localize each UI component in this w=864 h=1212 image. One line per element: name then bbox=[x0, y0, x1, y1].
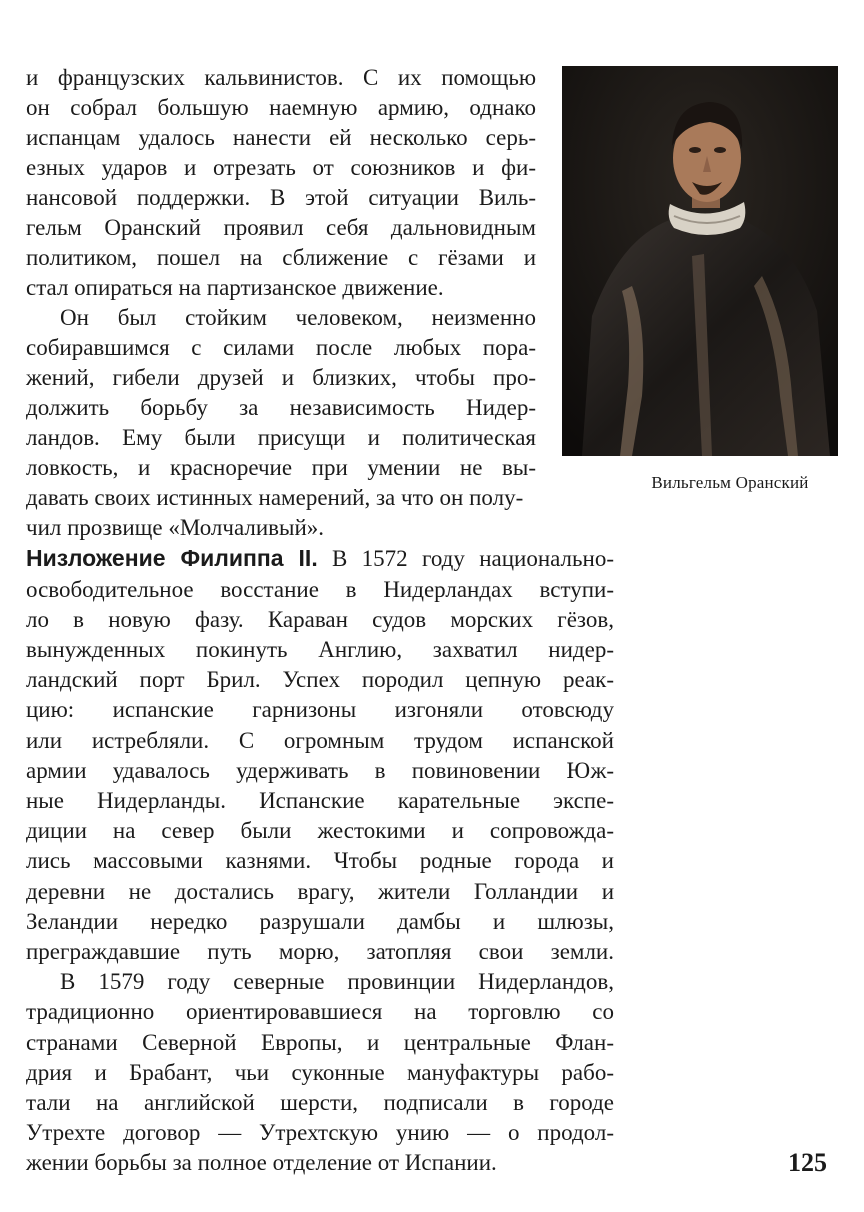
text-line: чил прозвище «Молчаливый». bbox=[26, 515, 325, 541]
text-line: В 1579 году северные провинции Нидерландов, bbox=[60, 969, 614, 995]
portrait-painting bbox=[562, 66, 838, 456]
text-line: гельм Оранский проявил себя дальновидным bbox=[26, 215, 536, 240]
text-line: езных ударов и отрезать от союзников и фи- bbox=[26, 155, 536, 180]
text-line: ло в новую фазу. Караван судов морских гёзов, bbox=[26, 606, 614, 632]
text-line: странами Северной Европы, и центральные Флан- bbox=[26, 1029, 614, 1055]
text-line: дрия и Брабант, чьи суконные мануфактуры рабо- bbox=[26, 1059, 614, 1085]
text-line: вынужденных покинуть Англию, захватил нидер- bbox=[26, 637, 614, 663]
text-line: нансовой поддержки. В этой ситуации Виль- bbox=[26, 185, 536, 210]
text-line: Он был стойким человеком, неизменно bbox=[60, 305, 536, 330]
text-line: армии удавалось удерживать в повиновении Юж- bbox=[26, 757, 614, 783]
text-line: ландов. Ему были присущи и политическая bbox=[26, 425, 536, 450]
text-line: ландский порт Брил. Успех породил цепную реак- bbox=[26, 667, 614, 693]
text-line: диции на север были жестокими и сопровожда- bbox=[26, 818, 614, 844]
text-column-main bbox=[26, 483, 614, 1179]
text-column-top bbox=[26, 63, 536, 483]
text-line: тали на английской шерсти, подписали в городе bbox=[26, 1090, 614, 1116]
text-line: деревни не достались врагу, жители Голландии и bbox=[26, 878, 614, 904]
text-line: жений, гибели друзей и близких, чтобы про- bbox=[26, 365, 536, 390]
text-line: или истребляли. С огромным трудом испанской bbox=[26, 727, 614, 753]
section-heading-line bbox=[26, 543, 614, 574]
text-line: Зеландии нередко разрушали дамбы и шлюзы, bbox=[26, 908, 614, 934]
text-line: политиком, пошел на сближение с гёзами и bbox=[26, 245, 536, 270]
text-line: преграждавшие путь морю, затопляя свои земли. bbox=[26, 939, 614, 965]
page-number: 125 bbox=[788, 1148, 827, 1177]
portrait-caption: Вильгельм Оранский bbox=[651, 473, 809, 492]
text-line: жении борьбы за полное отделение от Испании. bbox=[26, 1150, 497, 1176]
text-line: он собрал большую наемную армию, однако bbox=[26, 95, 536, 120]
text-line: ные Нидерланды. Испанские карательные экспе- bbox=[26, 788, 614, 814]
text-line: испанцам удалось нанести ей несколько серь- bbox=[26, 125, 536, 150]
text-line: освободительное восстание в Нидерландах вступи- bbox=[26, 576, 614, 602]
text-line: цию: испанские гарнизоны изгоняли отовсюду bbox=[26, 697, 614, 723]
portrait-image bbox=[562, 66, 838, 456]
section-heading: Низложение Филиппа II. bbox=[26, 545, 318, 572]
text-line: традиционно ориентировавшиеся на торговлю со bbox=[26, 999, 614, 1025]
text-line: стал опираться на партизанское движение. bbox=[26, 275, 444, 300]
text-line: Утрехте договор — Утрехтскую унию — о продол- bbox=[26, 1120, 614, 1146]
text-line: должить борьбу за независимость Нидер- bbox=[26, 395, 536, 420]
text-line: и французских кальвинистов. С их помощью bbox=[26, 65, 536, 90]
heading-line-rest: В 1572 году национально- bbox=[317, 546, 614, 572]
text-line: ловкость, и красноречие при умении не вы- bbox=[26, 455, 536, 480]
text-line: давать своих истинных намерений, за что он полу- bbox=[26, 485, 524, 510]
text-line: лись массовыми казнями. Чтобы родные города и bbox=[26, 848, 614, 874]
text-line: собиравшимся с силами после любых пора- bbox=[26, 335, 536, 360]
